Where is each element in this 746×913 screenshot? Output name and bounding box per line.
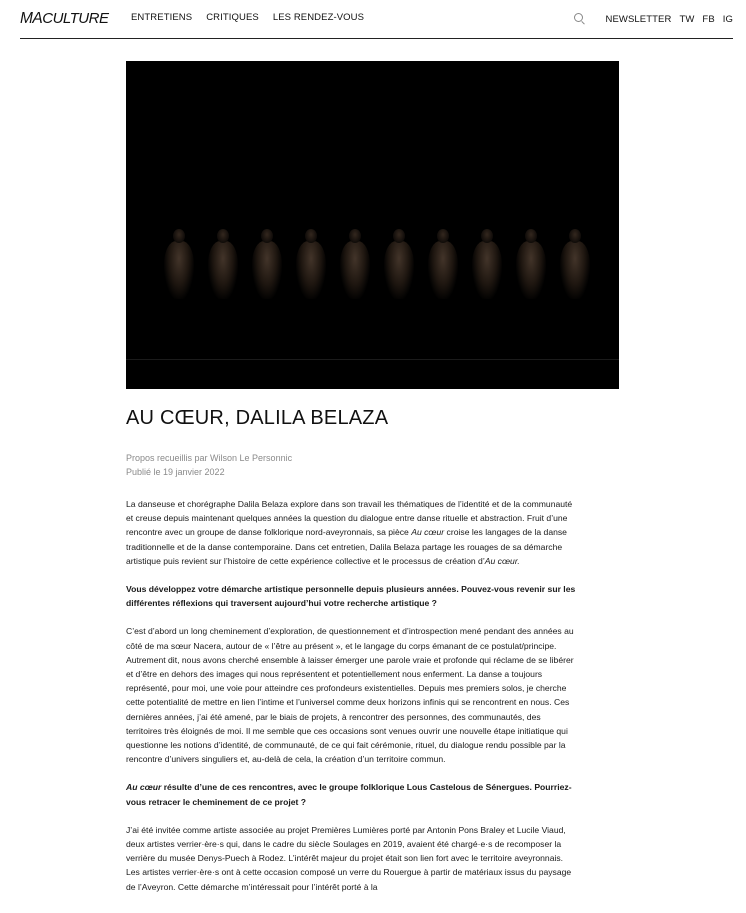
intro-title-ref-1: Au cœur xyxy=(411,527,445,538)
logo-prefix: MA xyxy=(20,10,43,27)
nav-critiques[interactable]: CRITIQUES xyxy=(206,12,259,23)
article-meta xyxy=(126,451,292,479)
intro-title-ref-2: Au cœur. xyxy=(484,555,520,566)
main-nav xyxy=(131,12,364,23)
dancers-silhouettes xyxy=(164,221,594,331)
dancer-figure xyxy=(560,241,590,299)
dancer-figure xyxy=(208,241,238,299)
dancer-figure xyxy=(164,241,194,299)
intro-text-1: La danseuse et chorégraphe Dalila Belaza explore dans son travail les thématiques de l’identité et de la communauté et creuse depuis maintenant quelques années la question du dialogue entre danse rituelle et abstraction. Fruit d’une rencontre avec un groupe de danse folklorique nord-aveyronnais, sa pièce xyxy=(126,499,573,538)
facebook-link[interactable]: FB xyxy=(702,13,715,25)
stage-floor-line xyxy=(126,359,619,360)
question-2 xyxy=(126,780,576,808)
answer-1: C’est d’abord un long cheminement d’exploration, de questionnement et d’introspection mené pendant des années au côté de ma sœur Nacera, autour de « l’être au présent », et le langage du corps émanant de ce postulat/principe. Autrement dit, nous avons cherché ensemble à laisser émerger une parole vraie et profonde qui réclame de se libérer et d’être en dehors des images qui nous représentent et potentiellement nous enferment. La danse a toujours représenté, pour moi, une voie pour atteindre ces profondeurs existentielles. Depuis mes premiers solos, je cherche cette potentialité de mettre en lien l’intime et l’universel comme deux horizons infinis qui se rencontrent en nous. Ces dernières années, j’ai été amené, par le biais de projets, à rencontrer des personnes, des communautés, des territoires très éloignés de moi. Il me semble que ces occasions sont venues ouvrir une nouvelle étape initiatique qui questionne les notions d’identité, de communauté, de ce qui fait cérémonie, rituel, du dialogue rendu possible par la rencontre d’univers singuliers et, au-delà de cela, la création d’un territoire commun. xyxy=(126,626,574,765)
intro-text-2: croise les langages de la danse traditionnelle et de la danse contemporaine. Dans cet entretien, Dalila Belaza partage les rouages de sa démarche artistique puis revient sur l’histoire de cette expérience collective et le processus de création d’ xyxy=(126,527,567,566)
article-date: Publié le 19 janvier 2022 xyxy=(126,467,225,477)
instagram-link[interactable]: IG xyxy=(722,13,733,25)
dancer-figure xyxy=(252,241,282,299)
dancer-figure xyxy=(472,241,502,299)
article-title: AU CŒUR, DALILA BELAZA xyxy=(126,407,389,429)
dancer-figure xyxy=(516,241,546,299)
article-body xyxy=(126,497,576,908)
dancer-figure xyxy=(428,241,458,299)
answer-2: J’ai été invitée comme artiste associée au projet Premières Lumières porté par Antonin Pons Braley et Lucile Viaud, deux artistes verrier·ère·s qui, dans le cadre du siècle Soulages en 2019, avaient été chargé·e·s de recomposer la verrière du musée Denys-Puech à Rodez. L’intérêt majeur du projet était son lien fort avec le territoire aveyronnais. Les artistes verrier·ère·s ont à cette occasion composé un verre du Rouergue à partir de matériaux issus du paysage de l’Aveyron. Cette démarche m’intéressait pour l’intérêt porté à la xyxy=(126,824,572,892)
question-2-title-ref: Au cœur xyxy=(126,782,162,793)
logo-suffix: CULTURE xyxy=(42,10,109,27)
header-right xyxy=(574,13,734,25)
site-logo[interactable] xyxy=(20,10,108,28)
dancer-figure xyxy=(340,241,370,299)
twitter-link[interactable]: TW xyxy=(679,13,695,25)
question-1: Vous développez votre démarche artistique personnelle depuis plusieurs années. Pouvez-vous revenir sur les différentes réflexions qui traversent aujourd’hui votre recherche artistique ? xyxy=(126,584,576,609)
hero-image xyxy=(126,61,619,389)
newsletter-link[interactable]: NEWSLETTER xyxy=(605,13,672,25)
article-author: Propos recueillis par Wilson Le Personnic xyxy=(126,453,293,463)
nav-entretiens[interactable]: ENTRETIENS xyxy=(131,12,193,23)
search-icon[interactable] xyxy=(574,13,586,25)
article-intro xyxy=(126,497,576,568)
question-2-text: résulte d’une de ces rencontres, avec le groupe folklorique Lous Castelous de Sénergues. Pourriez-vous retracer le cheminement de ce projet ? xyxy=(126,782,572,807)
site-header xyxy=(20,0,733,39)
nav-rendez-vous[interactable]: LES RENDEZ-VOUS xyxy=(272,12,365,23)
dancer-figure xyxy=(296,241,326,299)
dancer-figure xyxy=(384,241,414,299)
